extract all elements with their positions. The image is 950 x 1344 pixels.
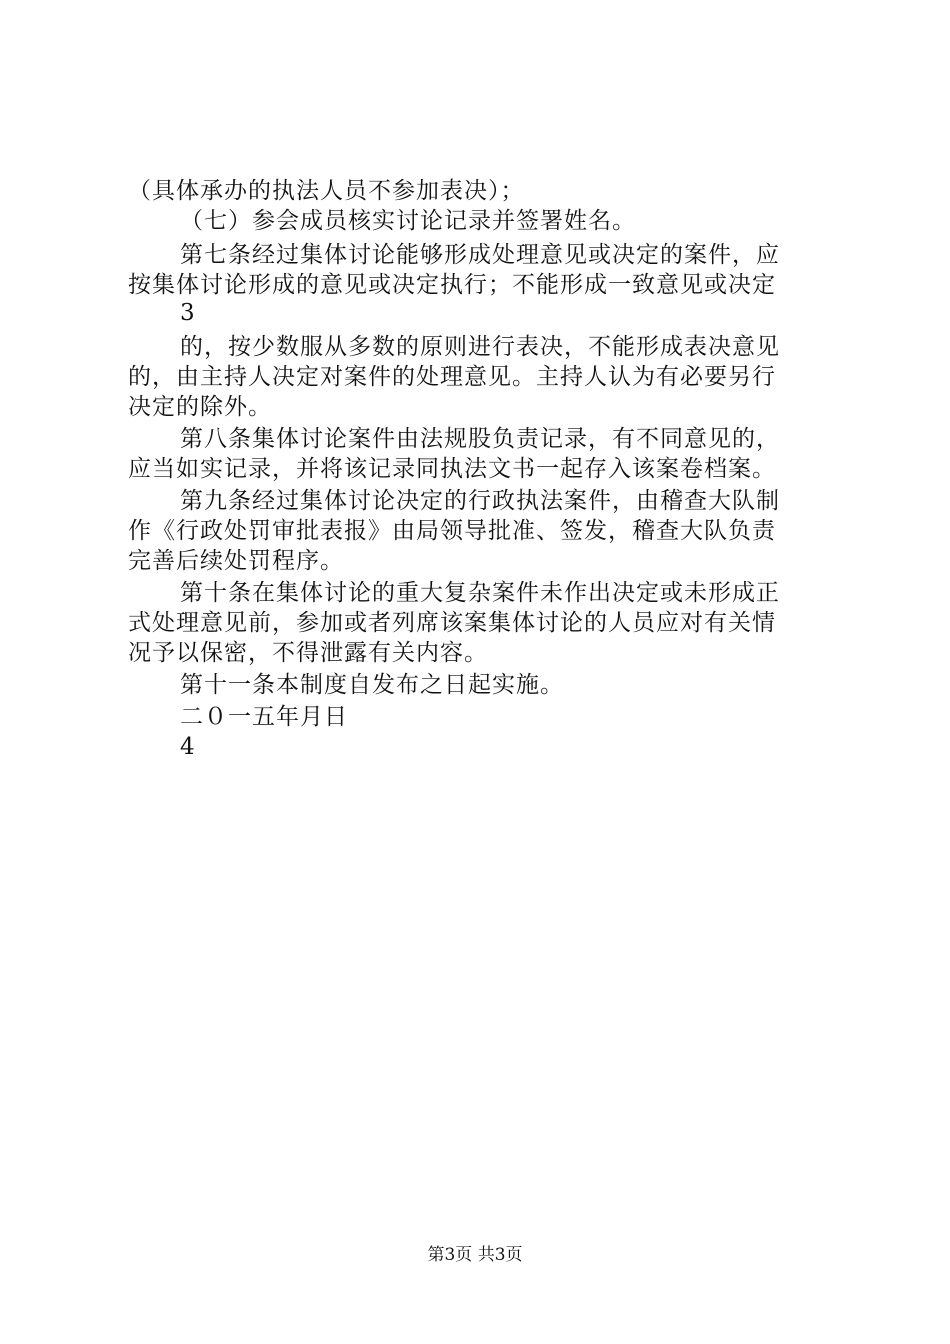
date-line: 二０一五年月日 bbox=[180, 704, 348, 730]
text-line: 第十条在集体讨论的重大复杂案件未作出决定或未形成正 bbox=[180, 580, 780, 606]
text-line: 按集体讨论形成的意见或决定执行；不能形成一致意见或决定 bbox=[128, 272, 776, 298]
text-line: 的，按少数服从多数的原则进行表决，不能形成表决意见 bbox=[180, 334, 780, 360]
text-line: 式处理意见前，参加或者列席该案集体讨论的人员应对有关情 bbox=[128, 610, 776, 636]
text-line: 第九条经过集体讨论决定的行政执法案件，由稽查大队制 bbox=[180, 488, 780, 514]
text-line: 况予以保密，不得泄露有关内容。 bbox=[128, 640, 488, 666]
text-line: 第八条集体讨论案件由法规股负责记录，有不同意见的， bbox=[180, 426, 780, 452]
page-footer: 第3页 共3页 bbox=[427, 1245, 523, 1265]
page-number-marker: 3 bbox=[180, 300, 196, 326]
text-line: 决定的除外。 bbox=[128, 394, 272, 420]
text-line: 第七条经过集体讨论能够形成处理意见或决定的案件，应 bbox=[180, 242, 780, 268]
text-line: 作《行政处罚审批表报》由局领导批准、签发，稽查大队负责 bbox=[128, 518, 776, 544]
text-line: （具体承办的执法人员不参加表决）； bbox=[128, 178, 525, 204]
text-line: 第十一条本制度自发布之日起实施。 bbox=[180, 672, 564, 698]
text-line: 完善后续处罚程序。 bbox=[128, 548, 344, 574]
text-line: 的，由主持人决定对案件的处理意见。主持人认为有必要另行 bbox=[128, 364, 776, 390]
page-number-marker: 4 bbox=[180, 734, 196, 760]
text-line: 应当如实记录，并将该记录同执法文书一起存入该案卷档案。 bbox=[128, 456, 776, 482]
text-line: （七）参会成员核实讨论记录并签署姓名。 bbox=[180, 208, 636, 234]
